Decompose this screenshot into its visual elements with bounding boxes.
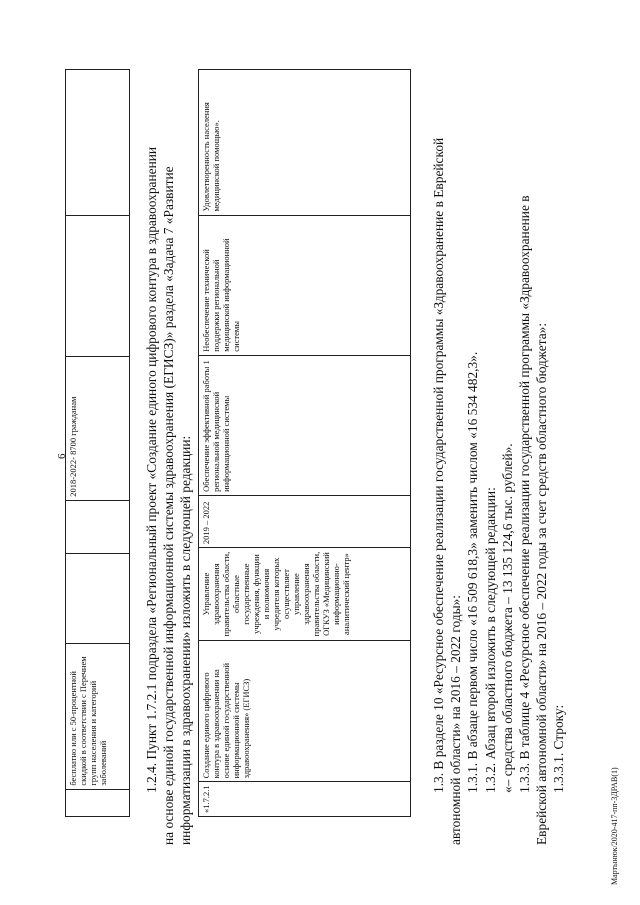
table-cell: [66, 553, 130, 643]
text-line: 1.3.3. В таблице 4 «Ресурсное обеспечение реализации государственной программы «Здравоохранение в: [517, 195, 533, 793]
document-code: Мартынюк/2020-417-пп-3ДРАВ(1): [610, 767, 619, 885]
table-cell: 2018-2022- 8700 гражданам: [66, 356, 130, 500]
table-cell: [66, 70, 130, 216]
paragraph-1-3: [430, 138, 568, 845]
text-line: 1.3.1. В абзаце первом число «16 509 618,3» заменить числом «16 534 482,3».: [465, 351, 481, 793]
page-number: 6: [56, 453, 68, 459]
consequence: Необеспечение технической поддержки региональной медицинской информационной системы: [199, 215, 411, 355]
table-row: [66, 70, 130, 817]
indicator: Удовлетворенность населения медицинской помощью».: [199, 70, 411, 216]
text-line: информатизации в здравоохранении» изложить в следующей редакции:: [178, 435, 194, 845]
table-row: [199, 70, 411, 817]
text-line: «– средства областного бюджета – 13 135 124,6 тыс. рублей».: [499, 443, 515, 793]
text-line: 1.3. В разделе 10 «Ресурсное обеспечение реализации государственной программы «Здравоохранение в Еврейской: [431, 137, 446, 793]
executor: Управление здравоохранения правительства области, областные государственные учреждения, функции и полномочия учредителя которых осуществляет управление здравоохранения правительства области, ОГКУЗ «Медицинский информационно-аналитический центр»: [199, 548, 411, 641]
table-cell: [66, 789, 130, 816]
project-name: Создание единого цифрового контура в здравоохранении на основе единой государственной информационной системы здравоохранения» (ЕГИСЗ): [199, 641, 411, 782]
table-cell: [66, 500, 130, 553]
table-cell: бесплатно или с 50-процентной скидкой в соответствии с Перечнем групп населения и категорий заболеваний: [66, 644, 130, 790]
text-line: 1.3.3.1. Строку:: [551, 704, 567, 793]
table-main: [198, 69, 411, 817]
text-line: 1.3.2. Абзац второй изложить в следующей редакции:: [482, 487, 498, 793]
text-line: автономной области» на 2016 – 2022 годы»:: [448, 594, 464, 845]
table-cell: [66, 215, 130, 356]
period: 2019 – 2022: [199, 495, 411, 547]
expected-result: Обеспечение эффективной работы 1 региональной медицинской информационной системы: [199, 355, 411, 495]
text-line: на основе единой государственной информационной системы здравоохранения (ЕГИСЗ)» раздела «Задача 7 «Развитие: [161, 166, 177, 845]
paragraph-1-2-4: [143, 147, 195, 845]
row-number: «1.7.2.1: [199, 782, 411, 817]
table-top: [65, 69, 130, 817]
text-line: Еврейской автономной области» на 2016 – 2022 годы за счет средств областного бюджета»:: [534, 322, 550, 845]
text-line: 1.2.4. Пункт 1.7.2.1 подраздела «Региональный проект «Создание единого цифрового контура в здравоохранении: [144, 146, 159, 793]
